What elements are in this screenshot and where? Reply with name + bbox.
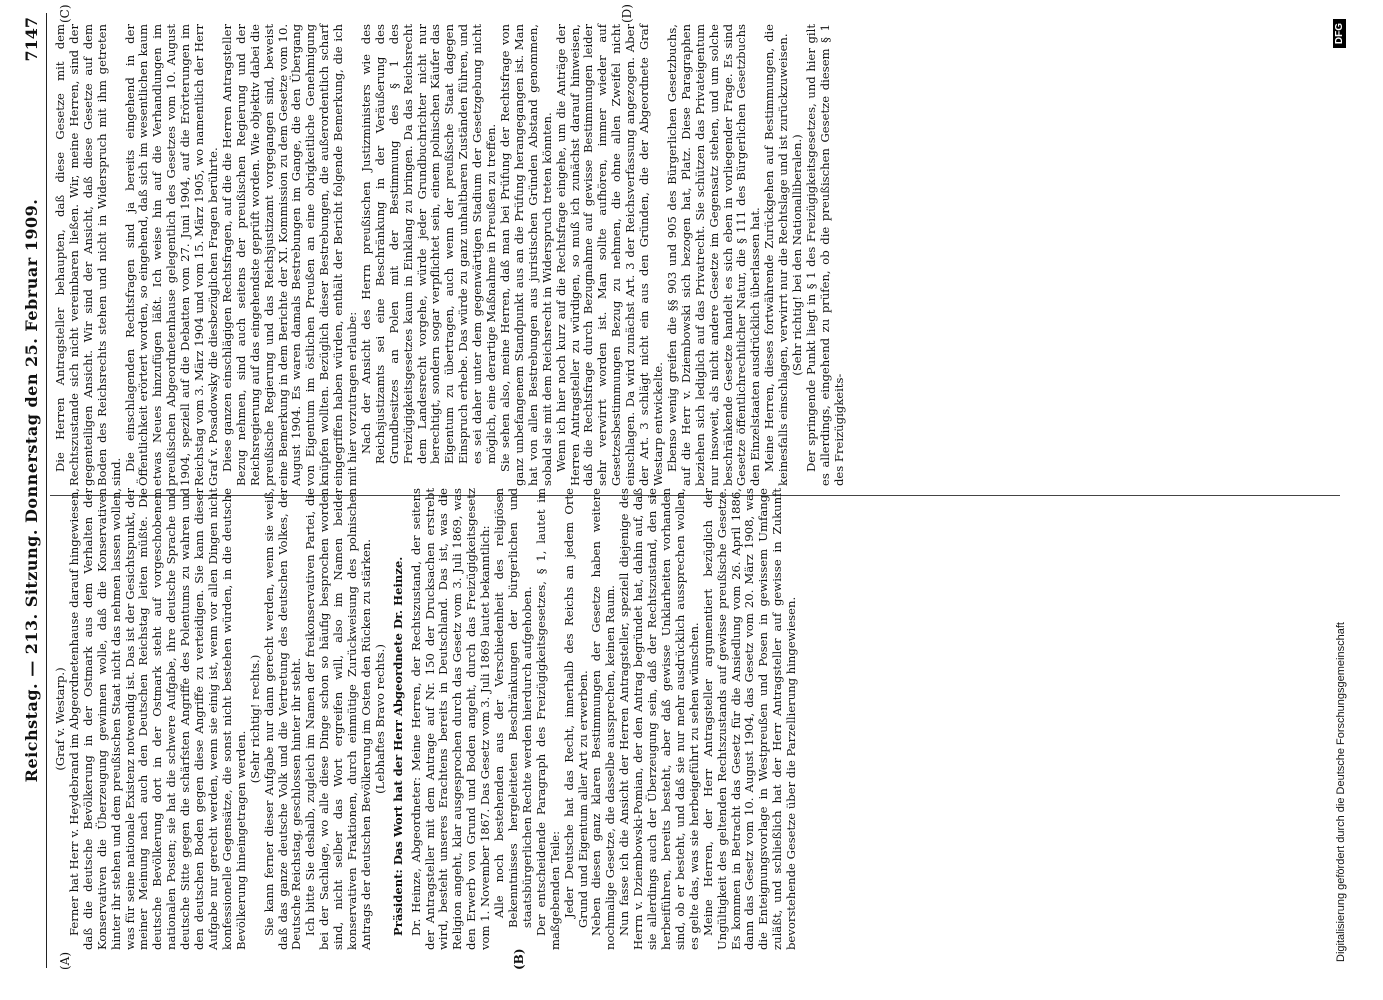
dfg-logo: DFG <box>1333 19 1346 48</box>
president-line: Präsident: Das Wort hat der Herr Abgeordnete Dr. Heinze. <box>390 556 405 936</box>
paragraph: Nun fasse ich die Ansicht der Herren Antragsteller, speziell diejenige des Herrn v. Dziembowski-Pomian, der den Antrag begründet hat, dahin auf, daß sie allerdings auch der Überzeugung sein, daß der Rechtszustand, den sie herbeiführen, bereits besteht, aber daß gewisse Unklarheiten vorhanden sind, ob er besteht, und daß sie nur mehr ausdrücklich aussprechen wollen, es gelte das, was sie herbeigeführt zu sehen wünschen. <box>617 488 701 950</box>
right-column <box>54 24 847 486</box>
footer-text: Digitalisierung gefördert durch die Deutsche Forschungsgemeinschaft <box>1335 622 1347 962</box>
law-quote: Jeder Deutsche hat das Recht, innerhalb des Reichs an jedem Orte Grund und Eigentum aller Art zu erwerben. <box>561 488 590 928</box>
interjection: (Lebhaftes Bravo rechts.) <box>372 644 387 794</box>
paragraph: Ferner hat Herr v. Heydebrand im Abgeordnetenhause darauf hingewiesen, daß die deutsche Bevölkerung in der Ostmark aus dem Verhalten der Konservativen die Überzeugung gewinnen wolle, daß die Konservativen hinter ihr stehen und dem preußischen Staat nicht das nehmen lassen wollen, was für seine nationale Existenz notwendig ist. Das ist der Gesichtspunkt, der meiner Meinung nach auch den Deutschen Reichstag leiten müßte. Die deutsche Bevölkerung dort in der Ostmark steht auf vorgeschobenem nationalen Posten; sie hat die schwere Aufgabe, ihre deutsche Sprache und deutsche Sitte gegen die schärfsten Angriffe des Polentums zu wahren und den deutschen Boden gegen diese Angriffe zu verteidigen. Sie kann dieser Aufgabe nur gerecht werden, wenn sie einig ist, wenn vor allen Dingen nicht konfessionelle Gegensätze, die sonst nicht bestehen würden, in die deutsche Bevölkerung hineingetragen werden. <box>66 488 248 950</box>
paragraph: Ebenso wenig greifen die §§ 903 und 905 des Bürgerlichen Gesetzbuchs, auf die Herr v. Dziembowski sich bezogen hat, Platz. Diese Paragraphen beziehen sich lediglich auf das Privatrecht. Sie schützen das Privateigentum nur insoweit, als nicht andere Gesetze im Gegensatz stehen, und um solche beschränkende Gesetze handelt es sich eben in vorliegender Frage. Es sind Gesetze öffentlichrechtlicher Natur, die § 111 des Bürgerlichen Gesetzbuchs den Einzelstaaten ausdrücklich überlassen hat. <box>664 24 763 486</box>
speaker-reference: (Graf v. Westarp.) <box>53 667 67 771</box>
paragraph: Meine Herren, dieses fortwährende Zurückgehen auf Bestimmungen, die keinesfalls einschlagen, verwirrt nur die Rechtslage und ist zurückzuweisen. <box>762 24 791 486</box>
page-content <box>20 4 1350 970</box>
digitization-footer <box>1332 13 1350 968</box>
margin-mark-a: (A) <box>58 951 72 970</box>
page-header <box>20 13 47 968</box>
margin-mark-d: (D) <box>620 4 634 23</box>
law-quote: Nach der Ansicht des Herrn preußischen Justizministers wie des Reichsjustizamts sei eine Beschränkung in der Veräußerung des Grundbesitzes an Polen mit der Bestimmung des § 1 des Freizügigkeitsgesetzes kaum in Einklang zu bringen. Da das Reichsrecht dem Landesrecht vorgehe, würde jeder Grundbuchrichter nicht nur berechtigt, sondern sogar verpflichtet sein, einem polnischen Käufer das Eigentum zu übertragen, auch wenn der preußische Staat dagegen Einspruch erhebe. Das würde zu ganz unhaltbaren Zuständen führen, und es sei daher unter dem gegenwärtigen Stadium der Gesetzgebung nicht möglich, eine derartige Maßnahme in Preußen zu treffen. <box>358 24 499 464</box>
paragraph: Die Herren Antragsteller behaupten, daß diese Gesetze mit dem Rechtszustande sich nicht vereinbaren ließen. Wir, meine Herren, sind der gegenteiligen Ansicht. Wir sind der Ansicht, daß diese Gesetze auf dem Boden des Reichsrechts stehen und nicht in Widerspruch mit ihm getreten sind. <box>53 24 123 486</box>
margin-mark-b: (B) <box>512 948 526 970</box>
paragraph: Diese ganzen einschlägigen Rechtsfragen, auf die die Herren Antragsteller Bezug nehmen, sind auch seitens der preußischen Regierung und der Reichsregierung auf das eingehendste geprüft worden. Wie objektiv dabei die preußische Regierung und das Reichsjustizamt vorgegangen sind, beweist eine Bemerkung in dem Berichte der XI. Kommission zu dem Gesetze vom 10. August 1904. Es waren damals Bestrebungen im Gange, die den Übergang von Eigentum im östlichen Preußen an eine obrigkeitliche Genehmigung knüpfen wollten. Bezüglich dieser Bestrebungen, die außerordentlich scharf eingegriffen haben würden, enthält der Bericht folgende Bemerkung, die ich mit hier vorzutragen erlaube: <box>219 24 360 486</box>
interjection: (Sehr richtig! bei den Nationalliberalen.) <box>790 134 805 376</box>
left-column <box>54 488 799 950</box>
paragraph: Wenn ich hier noch kurz auf die Rechtsfrage eingehe, um die Anträge der Herren Antragsteller zu würdigen, so muß ich zunächst darauf hinweisen, daß die Rechtsfrage durch Bezugnahme auf gewisse Bestimmungen leider sehr verwirrt worden ist. Man sollte aufhören, immer wieder auf Gesetzesbestimmungen Bezug zu nehmen, die ohne allen Zweifel nicht einschlagen. Da wird zunächst Art. 3 der Reichsverfassung angezogen. Aber der Art. 3 schlägt nicht ein aus den Gründen, die der Abgeordnete Graf Westarp entwickelte. <box>553 24 665 486</box>
margin-mark-c: (C) <box>58 4 72 23</box>
paragraph: Sie kann ferner dieser Aufgabe nur dann gerecht werden, wenn sie weiß, daß das ganze deutsche Volk und die Vertretung des deutschen Volkes, der Deutsche Reichstag, geschlossen hinter ihr steht. <box>261 488 304 950</box>
page-number: 7147 <box>22 17 41 62</box>
paragraph: Sie sehen also, meine Herren, daß man bei Prüfung der Rechtsfrage von ganz unbefangenem Standpunkt aus an die Prüfung herangegangen ist. Man hat von allen Bestrebungen aus juristischen Gründen Abstand genommen, sobald sie mit dem Reichsrecht in Widerspruch treten könnten. <box>498 24 554 486</box>
paragraph: Ich bitte Sie deshalb, zugleich im Namen der freikonservativen Partei, die bei der Sachlage, wo alle diese Dinge schon so häufig besprochen worden sind, nicht selber das Wort ergreifen will, also im Namen beider konservativen Fraktionen, durch einmütige Zurückweisung des polnischen Antrags der deutschen Bevölkerung im Osten den Rücken zu stärken. <box>303 488 373 950</box>
paragraph: Dr. Heinze, Abgeordneter: Meine Herren, der Rechtszustand, der seitens der Antragsteller mit dem Antrage auf Nr. 150 der Drucksachen erstrebt wird, besteht unseres Erachtens bereits in Deutschland. Das ist, was die Religion angeht, klar ausgesprochen durch das Gesetz vom 3. Juli 1869, was den Erwerb von Grund und Boden angeht, durch das Freizügigkeitsgesetz vom 1. November 1867. Das Gesetz vom 3. Juli 1869 lautet bekanntlich: <box>408 488 493 950</box>
law-quote: Alle noch bestehenden aus der Verschiedenheit des religiösen Bekenntnisses hergeleiteten Beschränkungen der bürgerlichen und staatsbürgerlichen Rechte werden hierdurch aufgehoben. <box>492 488 534 928</box>
paragraph: Der springende Punkt liegt in § 1 des Freizügigkeitsgesetzes, und hier gilt es allerdings, eingehend zu prüfen, ob die preußischen Gesetze diesem § 1 des Freizügigkeits- <box>803 24 846 486</box>
page-title: Reichstag. — 213. Sitzung. Donnerstag den 25. Februar 1909. <box>22 198 41 783</box>
paragraph: Der entscheidende Paragraph des Freizügigkeitsgesetzes, § 1, lautet im maßgebenden Teile: <box>533 488 562 950</box>
paragraph: Neben diesen ganz klaren Bestimmungen der Gesetze haben weitere nochmalige Gesetze, die dasselbe aussprechen, keinen Raum. <box>589 488 618 950</box>
paragraph: Meine Herren, der Herr Antragsteller argumentiert bezüglich der Ungültigkeit des geltenden Rechtszustands auf gewisse preußische Gesetze. Es kommen in Betracht das Gesetz für die Ansiedlung vom 26. April 1886, dann das Gesetz vom 10. August 1904, das Gesetz vom 20. März 1908, was die Enteignungsvorlage in Westpreußen und Posen in gewissem Umfange zuläßt, und schließlich hat der Herr Antragsteller auf gewisse in Zukunft bevorstehende Gesetze über die Parzellierung hingewiesen. <box>700 488 799 950</box>
paragraph: Die einschlagenden Rechtsfragen sind ja bereits eingehend in der Öffentlichkeit erörtert worden, so eingehend, daß sich im wesentlichen kaum etwas Neues hinzufügen läßt. Ich weise hin auf die Verhandlungen im preußischen Abgeordnetenhause gelegentlich des Gesetzes vom 10. August 1904, speziell auf die Debatten vom 27. Juni 1904, auf die Erörterungen im Reichstag vom 3. März 1904 und vom 15. März 1905, wo namentlich der Herr Graf v. Posadowsky die diesbezüglichen Fragen berührte. <box>122 24 220 486</box>
interjection: (Sehr richtig! rechts.) <box>247 654 262 784</box>
